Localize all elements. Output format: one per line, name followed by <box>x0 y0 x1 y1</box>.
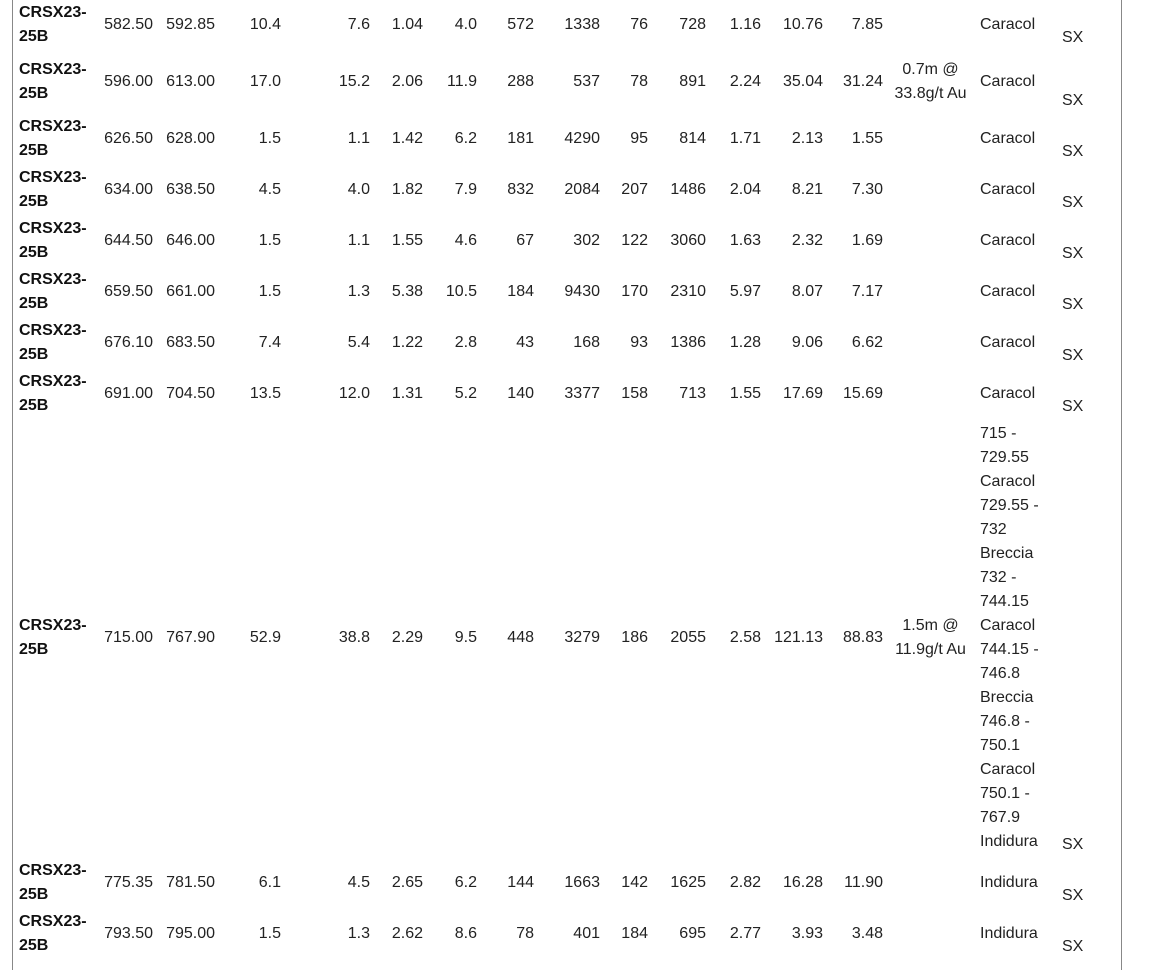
including-cell <box>883 0 978 50</box>
pb-cell: 4290 <box>564 129 600 147</box>
from-cell: 626.50 <box>104 129 153 147</box>
true-width-cell: 4.0 <box>347 180 370 198</box>
length-cell: 10.4 <box>249 16 281 33</box>
aueq-cell: 2.24 <box>729 72 761 90</box>
ag-cell: 11.9 <box>447 72 477 90</box>
true-width-cell: 4.5 <box>347 873 370 891</box>
table-row <box>19 0 1084 50</box>
au-cell: 1.22 <box>391 333 423 351</box>
length-cell: 4.5 <box>258 180 281 198</box>
table-row <box>19 857 1084 908</box>
gram-metre-cell: 17.69 <box>782 384 823 402</box>
mo-cell: 207 <box>621 180 648 198</box>
gram-metre-cell: 16.28 <box>782 873 823 891</box>
lithology-cell: Caracol <box>980 384 1036 402</box>
aueq-cell: 1.16 <box>729 16 761 33</box>
ore-type-cell: SX <box>1062 887 1084 904</box>
gram-metre-cell: 121.13 <box>774 629 823 646</box>
gram-metre-cell: 8.21 <box>791 180 823 198</box>
lithology-cell: Caracol <box>980 16 1036 33</box>
length-cell: 7.4 <box>258 333 281 351</box>
lithology-cell: Caracol <box>980 282 1036 300</box>
zn-cell: 728 <box>679 16 706 33</box>
lithology-cell: 715 - 729.55 Caracol 729.55 - 732 Breccia 732 - 744.15 Caracol 744.15 - 746.8 Breccia 746.8 - 750.1 Caracol 750.1 - 767.9 Indidura <box>980 425 1039 850</box>
gram-metre-true-width-cell: 15.69 <box>842 384 883 402</box>
including-cell: 1.5m @ 11.9g/t Au <box>895 617 966 658</box>
table-body <box>19 0 1084 959</box>
mo-cell: 184 <box>621 924 648 942</box>
gram-metre-cell: 2.13 <box>791 129 823 147</box>
cu-cell: 288 <box>507 72 534 90</box>
mo-cell: 76 <box>630 16 648 33</box>
mo-cell: 78 <box>630 72 648 90</box>
true-width-cell: 1.1 <box>347 129 370 147</box>
from-cell: 582.50 <box>104 16 153 33</box>
including-cell <box>883 857 978 908</box>
ore-type-cell: SX <box>1062 398 1084 415</box>
aueq-cell: 2.58 <box>729 629 761 646</box>
zn-cell: 2310 <box>670 282 706 300</box>
aueq-cell: 1.28 <box>729 333 761 351</box>
including-cell <box>883 368 978 419</box>
gram-metre-true-width-cell: 6.62 <box>851 333 883 351</box>
to-cell: 613.00 <box>166 72 215 90</box>
table-row <box>19 317 1084 368</box>
length-cell: 6.1 <box>258 873 281 891</box>
mo-cell: 93 <box>630 333 648 351</box>
from-cell: 676.10 <box>104 333 153 351</box>
hole-id-cell: CRSX23-25B <box>19 4 87 45</box>
gram-metre-true-width-cell: 7.30 <box>851 180 883 198</box>
to-cell: 638.50 <box>166 180 215 198</box>
hole-id-cell: CRSX23-25B <box>19 270 87 312</box>
cu-cell: 67 <box>516 231 534 249</box>
mo-cell: 142 <box>621 873 648 891</box>
length-cell: 1.5 <box>258 231 281 249</box>
zn-cell: 695 <box>679 924 706 942</box>
ag-cell: 8.6 <box>454 924 477 942</box>
cu-cell: 184 <box>507 282 534 300</box>
ore-type-cell: SX <box>1062 245 1084 262</box>
length-cell: 1.5 <box>258 924 281 942</box>
ag-cell: 4.6 <box>454 231 477 249</box>
aueq-cell: 1.63 <box>729 231 761 249</box>
au-cell: 1.04 <box>391 16 423 33</box>
au-cell: 5.38 <box>391 282 423 300</box>
including-cell: 0.7m @ 33.8g/t Au <box>894 60 967 102</box>
gram-metre-cell: 8.07 <box>791 282 823 300</box>
ore-type-cell: SX <box>1062 296 1084 313</box>
pb-cell: 537 <box>573 72 600 90</box>
pb-cell: 1338 <box>564 16 600 33</box>
aueq-cell: 5.97 <box>729 282 761 300</box>
from-cell: 644.50 <box>104 231 153 249</box>
gram-metre-true-width-cell: 31.24 <box>842 72 883 90</box>
ore-type-cell: SX <box>1062 92 1084 109</box>
ore-type-cell: SX <box>1062 143 1084 160</box>
ag-cell: 10.5 <box>445 282 477 300</box>
from-cell: 715.00 <box>104 629 153 646</box>
hole-id-cell: CRSX23-25B <box>19 861 87 903</box>
ag-cell: 7.9 <box>454 180 477 198</box>
table-row <box>19 368 1084 419</box>
aueq-cell: 1.71 <box>729 129 761 147</box>
pb-cell: 1663 <box>564 873 600 891</box>
cu-cell: 144 <box>507 873 534 891</box>
including-cell <box>883 215 978 266</box>
mo-cell: 170 <box>621 282 648 300</box>
au-cell: 1.42 <box>391 129 423 147</box>
table-row <box>19 164 1084 215</box>
mo-cell: 122 <box>621 231 648 249</box>
true-width-cell: 7.6 <box>347 16 370 33</box>
length-cell: 17.0 <box>249 72 281 90</box>
to-cell: 795.00 <box>166 924 215 942</box>
gram-metre-true-width-cell: 1.69 <box>851 231 883 249</box>
hole-id-cell: CRSX23-25B <box>19 168 87 210</box>
including-cell <box>883 266 978 317</box>
au-cell: 2.06 <box>391 72 423 90</box>
hole-id-cell: CRSX23-25B <box>19 60 87 102</box>
true-width-cell: 15.2 <box>338 72 370 90</box>
true-width-cell: 1.1 <box>347 231 370 249</box>
lithology-cell: Caracol <box>980 333 1036 351</box>
ag-cell: 4.0 <box>454 16 477 33</box>
hole-id-cell: CRSX23-25B <box>19 117 87 159</box>
from-cell: 775.35 <box>104 873 153 891</box>
cu-cell: 181 <box>507 129 534 147</box>
from-cell: 659.50 <box>104 282 153 300</box>
hole-id-cell: CRSX23-25B <box>19 912 87 954</box>
lithology-cell: Caracol <box>980 180 1036 198</box>
drill-results-table <box>19 0 1084 959</box>
gram-metre-cell: 35.04 <box>782 72 823 90</box>
gram-metre-cell: 9.06 <box>791 333 823 351</box>
to-cell: 628.00 <box>166 129 215 147</box>
from-cell: 793.50 <box>104 924 153 942</box>
ore-type-cell: SX <box>1062 29 1084 46</box>
gram-metre-true-width-cell: 7.17 <box>851 282 883 300</box>
cu-cell: 78 <box>516 924 534 942</box>
to-cell: 646.00 <box>166 231 215 249</box>
pb-cell: 3377 <box>564 384 600 402</box>
gram-metre-true-width-cell: 1.55 <box>851 129 883 147</box>
zn-cell: 713 <box>679 384 706 402</box>
ore-type-cell: SX <box>1062 194 1084 211</box>
table-row <box>19 266 1084 317</box>
zn-cell: 891 <box>679 72 706 90</box>
pb-cell: 168 <box>573 333 600 351</box>
aueq-cell: 2.82 <box>729 873 761 891</box>
lithology-cell: Indidura <box>980 873 1038 891</box>
table-row <box>19 113 1084 164</box>
aueq-cell: 2.77 <box>729 924 761 942</box>
to-cell: 592.85 <box>166 16 215 33</box>
ag-cell: 6.2 <box>454 873 477 891</box>
pb-cell: 9430 <box>564 282 600 300</box>
gram-metre-cell: 10.76 <box>782 16 823 33</box>
from-cell: 634.00 <box>104 180 153 198</box>
cu-cell: 43 <box>516 333 534 351</box>
au-cell: 1.55 <box>391 231 423 249</box>
au-cell: 2.65 <box>391 873 423 891</box>
including-cell <box>883 164 978 215</box>
to-cell: 704.50 <box>166 384 215 402</box>
ore-type-cell: SX <box>1062 938 1084 955</box>
pb-cell: 302 <box>573 231 600 249</box>
true-width-cell: 1.3 <box>347 282 370 300</box>
lithology-cell: Caracol <box>980 129 1036 147</box>
hole-id-cell: CRSX23-25B <box>19 372 87 414</box>
gram-metre-true-width-cell: 3.48 <box>851 924 883 942</box>
ag-cell: 9.5 <box>454 629 477 646</box>
gram-metre-true-width-cell: 7.85 <box>851 16 883 33</box>
zn-cell: 1625 <box>670 873 706 891</box>
including-cell <box>883 113 978 164</box>
from-cell: 691.00 <box>104 384 153 402</box>
including-cell <box>883 908 978 959</box>
true-width-cell: 38.8 <box>338 629 370 646</box>
ore-type-cell: SX <box>1062 836 1084 853</box>
hole-id-cell: CRSX23-25B <box>19 321 87 363</box>
table-row <box>19 908 1084 959</box>
au-cell: 2.29 <box>391 629 423 646</box>
from-cell: 596.00 <box>104 72 153 90</box>
pb-cell: 3279 <box>564 629 600 646</box>
table-row <box>19 50 1084 113</box>
including-cell <box>883 317 978 368</box>
gram-metre-true-width-cell: 11.90 <box>844 873 883 891</box>
lithology-cell: Indidura <box>980 924 1038 942</box>
ag-cell: 5.2 <box>454 384 477 402</box>
length-cell: 1.5 <box>258 282 281 300</box>
ag-cell: 6.2 <box>454 129 477 147</box>
length-cell: 52.9 <box>249 629 281 646</box>
au-cell: 2.62 <box>391 924 423 942</box>
pb-cell: 401 <box>573 924 600 942</box>
zn-cell: 1486 <box>670 180 706 198</box>
aueq-cell: 2.04 <box>729 180 761 198</box>
zn-cell: 2055 <box>670 629 706 646</box>
aueq-cell: 1.55 <box>729 384 761 402</box>
table-row <box>19 419 1084 857</box>
zn-cell: 1386 <box>670 333 706 351</box>
ag-cell: 2.8 <box>454 333 477 351</box>
length-cell: 1.5 <box>258 129 281 147</box>
to-cell: 767.90 <box>166 629 215 646</box>
mo-cell: 158 <box>621 384 648 402</box>
cu-cell: 448 <box>507 629 534 646</box>
zn-cell: 3060 <box>670 231 706 249</box>
cu-cell: 140 <box>507 384 534 402</box>
au-cell: 1.82 <box>391 180 423 198</box>
table-row <box>19 215 1084 266</box>
gram-metre-cell: 3.93 <box>791 924 823 942</box>
mo-cell: 95 <box>630 129 648 147</box>
zn-cell: 814 <box>679 129 706 147</box>
true-width-cell: 5.4 <box>347 333 370 351</box>
cu-cell: 572 <box>507 16 534 33</box>
lithology-cell: Caracol <box>980 231 1036 249</box>
pb-cell: 2084 <box>564 180 600 198</box>
to-cell: 781.50 <box>166 873 215 891</box>
hole-id-cell: CRSX23-25B <box>19 219 87 261</box>
true-width-cell: 12.0 <box>338 384 370 402</box>
to-cell: 683.50 <box>166 333 215 351</box>
au-cell: 1.31 <box>391 384 423 402</box>
ore-type-cell: SX <box>1062 347 1084 364</box>
to-cell: 661.00 <box>166 282 215 300</box>
true-width-cell: 1.3 <box>347 924 370 942</box>
lithology-cell: Caracol <box>980 72 1036 90</box>
gram-metre-true-width-cell: 88.83 <box>842 629 883 646</box>
length-cell: 13.5 <box>249 384 281 402</box>
gram-metre-cell: 2.32 <box>791 231 823 249</box>
cu-cell: 832 <box>507 180 534 198</box>
mo-cell: 186 <box>621 629 648 646</box>
hole-id-cell: CRSX23-25B <box>19 617 87 658</box>
